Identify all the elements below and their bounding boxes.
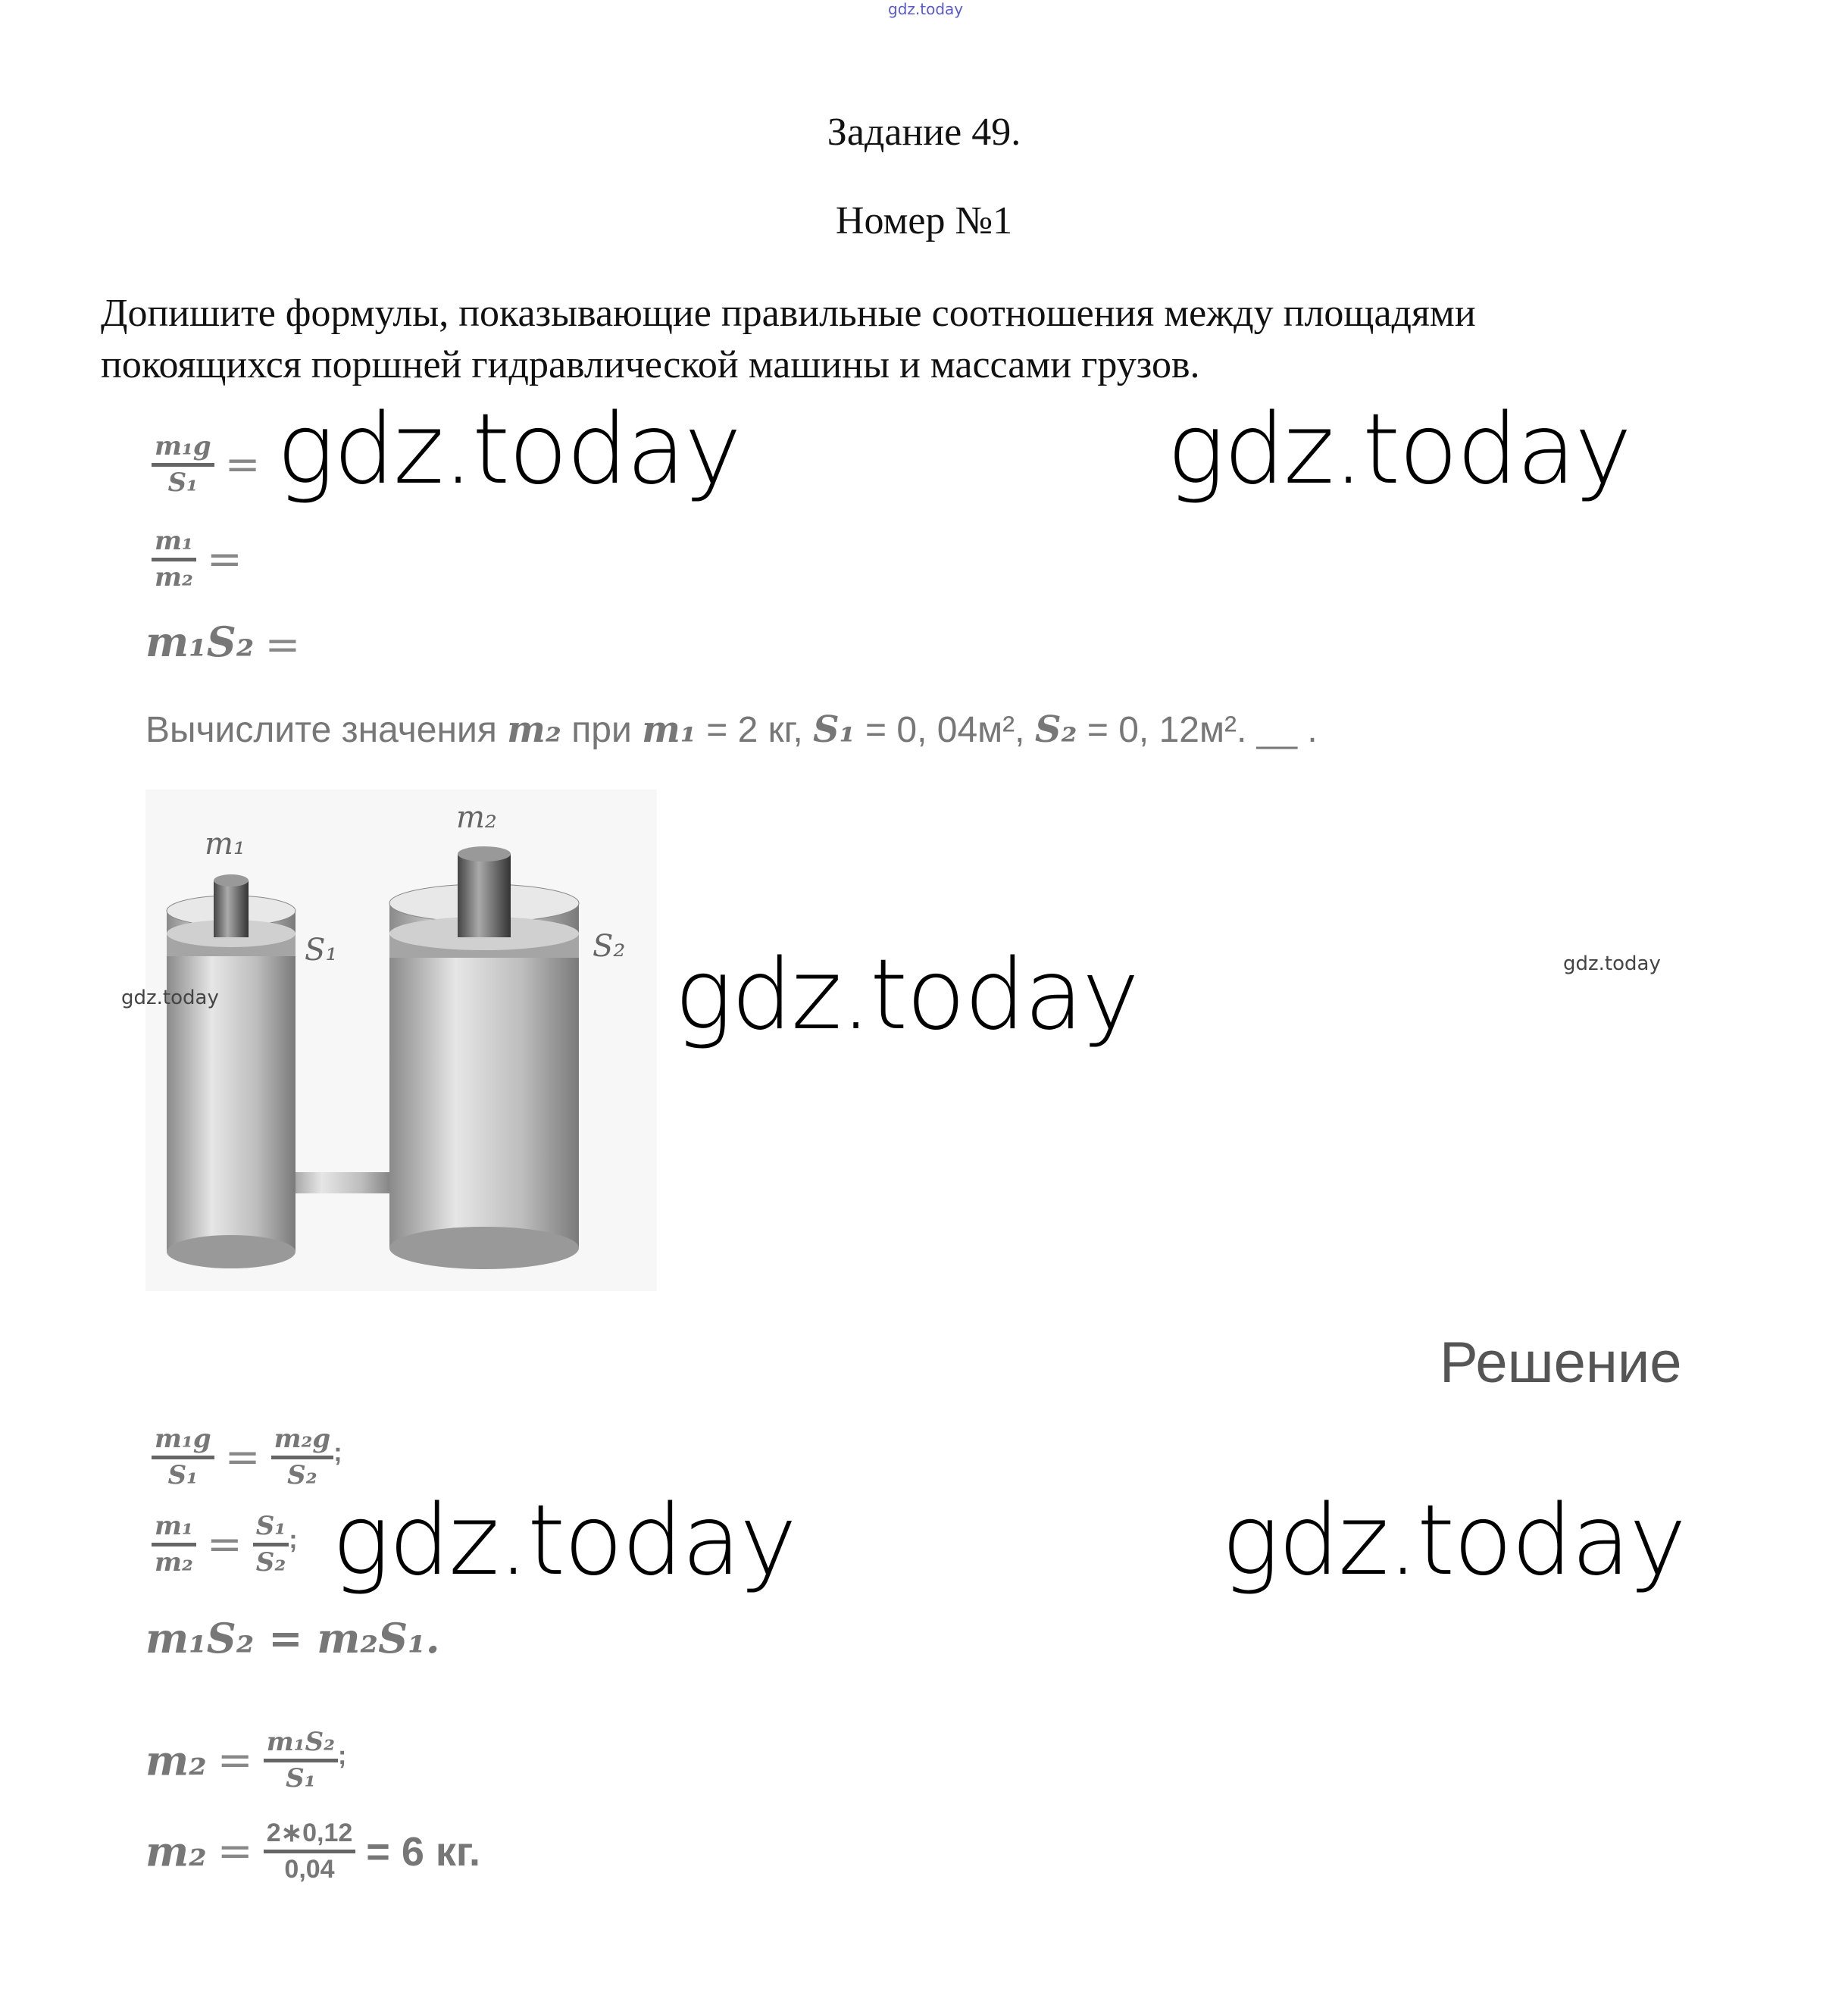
formula-2: $\frac{\text{m₁}}{\text{m₂}}$ =	[152, 527, 253, 593]
label-s2: S₂	[593, 929, 626, 964]
solution-line-5: m₂ = $\frac{2∗0,12}{0,04}$ = 6 кг.	[145, 1819, 480, 1884]
formula-3: m₁S₂ =	[145, 618, 301, 671]
label-s1: S₁	[305, 933, 338, 968]
watermark: gdz.today	[1167, 393, 1631, 506]
solution-line-3: m₁S₂ = m₂S₁.	[145, 1614, 440, 1662]
watermark: gdz.today	[1221, 1484, 1685, 1597]
watermark: gdz.today	[674, 939, 1138, 1052]
question-text	[101, 288, 1768, 391]
watermark-small: gdz.today	[121, 987, 219, 1009]
top-watermark: gdz.today	[888, 0, 964, 18]
watermark: gdz.today	[332, 1484, 796, 1597]
question-line-1: Допишите формулы, показывающие правильные соотношения между площадями	[101, 292, 1476, 335]
watermark: gdz.today	[277, 393, 740, 506]
task-title: Задание 49.	[827, 111, 1021, 154]
hydraulic-machine-figure	[145, 790, 657, 1291]
solution-line-1: $\frac{\text{m₁g}}{\text{S₁}}$ = $\frac{\text{m₂g}}{\text{S₂}}$ ;	[152, 1425, 342, 1490]
solution-line-2: $\frac{\text{m₁}}{\text{m₂}}$ = $\frac{\text{S₁}}{\text{S₂}}$ ;	[152, 1512, 298, 1578]
solution-title: Решение	[1440, 1331, 1682, 1395]
solution-line-4: m₂ = $\frac{\text{m₁S₂}}{\text{S₁}}$ ;	[145, 1727, 347, 1794]
task-number: Номер №1	[835, 199, 1013, 242]
question-line-2: покоящихся поршней гидравлической машины и массами грузов.	[101, 343, 1200, 386]
task-line: Вычислите значения m₂ при m₁ = 2 кг, S₁ = 0, 04м², S₂ = 0, 12м². __ .	[145, 708, 1318, 751]
label-m1: m₁	[205, 827, 245, 862]
watermark-small: gdz.today	[1563, 952, 1661, 975]
formula-1: $\frac{\text{m₁g}}{\text{S₁}}$ =	[152, 432, 271, 498]
connecting-pipe	[282, 1172, 396, 1193]
label-m2: m₂	[456, 800, 497, 835]
